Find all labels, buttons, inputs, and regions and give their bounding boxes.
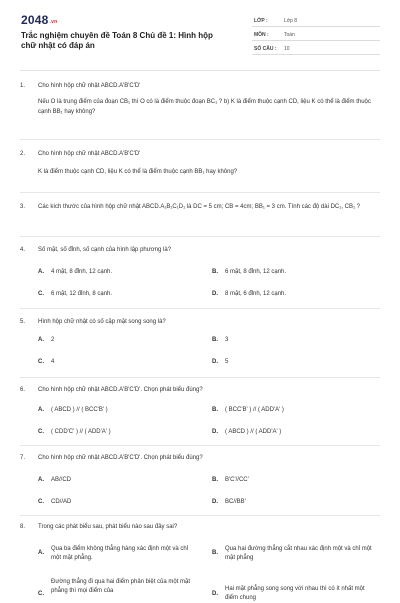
header-divider [20,70,380,71]
divider [20,139,380,140]
divider [20,445,380,446]
site-logo[interactable]: 2048.vn [21,13,58,27]
meta-question-count: SỐ CÂU : 10 [252,42,380,55]
divider [20,308,380,309]
divider [20,236,380,237]
document-header [0,0,400,70]
question-1-body: Nếu O là trung điểm của đoạn CB₁ thì O có là điểm thuộc đoạn BC₁ ? b) K là điểm thuộc cạnh CD, liệu K có thể là điểm thuộc cạnh BB₁ hay không? [38,99,371,115]
divider [20,192,380,193]
divider [20,515,380,516]
divider [20,377,380,378]
question-2-body: K là điểm thuộc cạnh CD, liệu K có thể là điểm thuộc cạnh BB₁ hay không? [38,169,238,175]
meta-subject: MÔN : Toán [252,28,380,41]
meta-class: LỚP : Lớp 8 [252,14,380,27]
document-title: Trắc nghiệm chuyên đề Toán 8 Chủ đề 1: Hình hộp chữ nhật có đáp án [21,31,213,50]
